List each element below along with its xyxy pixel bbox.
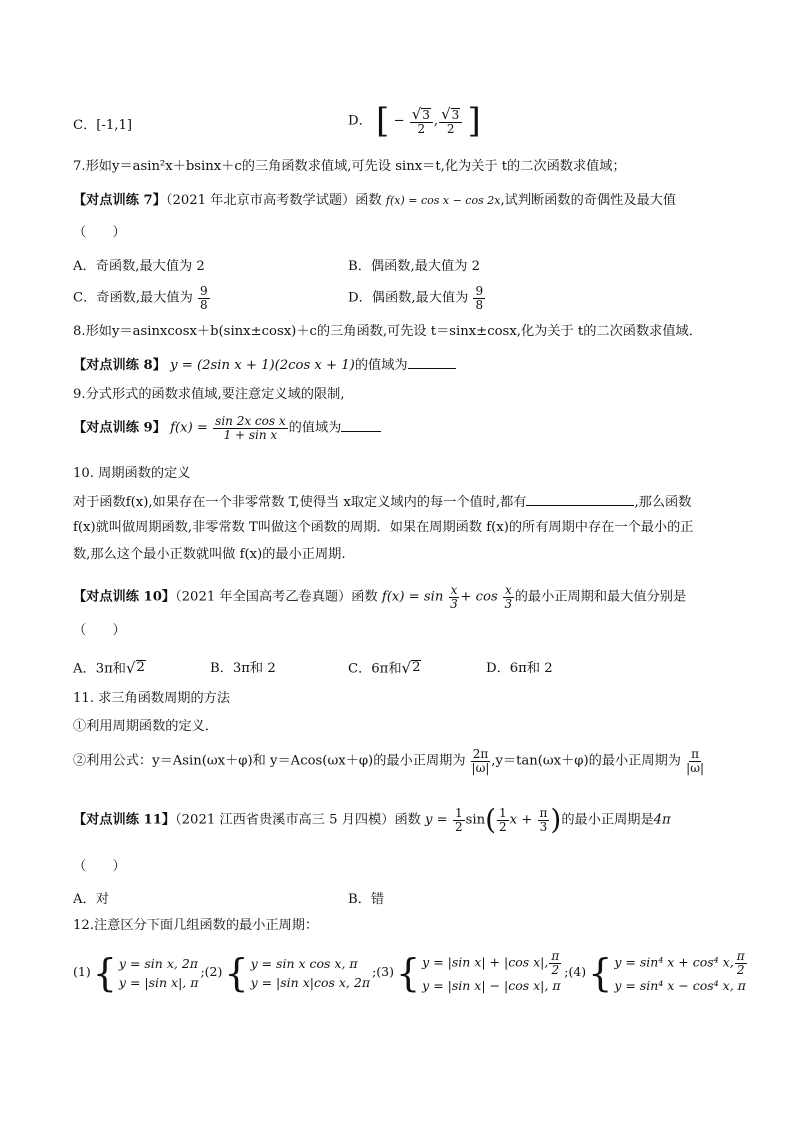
frac-sqrt3-over-2: √ 3 2 [410, 107, 433, 136]
training-9: 【对点训练 9】 f(x) = $\frac{\text{sin 2x cos x}}{\text{1 + sin x}}$ 的值域为 [73, 415, 381, 441]
training-11-value: 4π [653, 812, 671, 828]
answer-blank-10[interactable] [526, 492, 634, 506]
frac-x-over-3b: $\frac{x}{3}$ [504, 583, 513, 611]
system-2: { y = sin x cos x, π y = |sin x|cos x, 2π [224, 950, 371, 995]
frac-1-over-2: $\frac{1}{2}$ [454, 805, 463, 834]
training-8: 【对点训练 8】 y = (2sin x + 1)(2cos x + 1)的值域为 [73, 355, 456, 375]
training-7-function: f(x) = cos x − cos 2x [385, 194, 501, 207]
option-10a: A．3π和 √ 2 [73, 658, 145, 677]
system-4: { y = sin⁴ x + cos⁴ x, $\frac{\pi}{2}$ y = sin⁴ x − cos⁴ x, π [588, 949, 746, 995]
training-7: 【对点训练 7】（2021 年北京市高考数学试题）函数 f(x) = cos x − cos 2x,试判断函数的奇偶性及最大值 [73, 193, 677, 208]
item-10-line-1: 对于函数f(x),如果存在一个非零常数 T,使得当 x取定义域内的每一个值时,都有 ,那么函数 [73, 492, 691, 512]
answer-blank-8[interactable] [408, 355, 456, 369]
frac-2pi-over-omega: $\frac{2\pi}{|\omega|}$ [471, 747, 490, 775]
answer-blank-9[interactable] [341, 418, 381, 432]
bracket-left: [ [375, 101, 390, 141]
item-10-title: 10. 周期函数的定义 [73, 466, 191, 481]
frac-1-over-2-inner: $\frac{1}{2}$ [499, 805, 507, 834]
training-11: 【对点训练 11】（2021 江西省贵溪市高三 5 月四模）函数 y = $\frac{1}{2}$ sin( $\frac{1}{2}$ x + $\frac{\pi}{3}$ )的最小正周期是4π [73, 803, 671, 836]
option-d-label: D． [348, 113, 372, 129]
frac-pi-over-omega: $\frac{\pi}{|\omega|}$ [686, 747, 705, 775]
frac-x-over-3: $\frac{x}{3}$ [450, 583, 458, 611]
system-3: { y = |sin x| + |cos x|, $\frac{\pi}{2}$ y = |sin x| − |cos x|, π [395, 949, 561, 995]
option-10d: D．6π和 2 [486, 661, 553, 676]
neg-sign: − [393, 113, 405, 129]
item-9-text: 9.分式形式的函数求值域,要注意定义域的限制, [73, 387, 345, 402]
training-10: 【对点训练 10】（2021 年全国高考乙卷真题）函数 f(x) = sin $\frac{x}{3}$ + cos $\frac{x}{3}$ 的最小正周期和最大值分别是 [73, 583, 687, 611]
frac-9-over-8: $\frac{9}{8}$ [200, 284, 208, 312]
item-12-systems: (1) { y = sin x, 2π y = |sin x|, π ;(2) { y = sin x cos x, π y = |sin x|cos x, 2π ;(3) { y = |sin x| + |cos x|, $\frac{\pi}{2}$ y = |sin x| − |cos x|, π ;(4) { y = sin⁴ x + cos⁴ x, $\frac{\pi}{2}$ y = sin⁴ x − cos⁴ x, π [73, 949, 746, 995]
training-9-fraction: $\frac{\text{sin 2x cos x}}{\text{1 + sin x}}$ [215, 414, 286, 442]
item-7-text: 7.形如y＝asin²x＋bsinx＋c的三角函数求值域,可先设 sinx＝t,化为关于 t的二次函数求值域； [73, 159, 626, 174]
option-7b: B．偶函数,最大值为 2 [348, 259, 480, 274]
option-10b: B．3π和 2 [210, 661, 276, 676]
answer-paren-7: （ ） [73, 225, 126, 240]
item-12-text: 12.注意区分下面几组函数的最小正周期： [73, 918, 319, 933]
answer-paren-11: （ ） [73, 859, 126, 874]
option-10c: C．6π和 √ 2 [348, 658, 421, 677]
item-11-method-1: ①利用周期函数的定义． [73, 719, 219, 734]
frac-9-over-8-d: $\frac{9}{8}$ [475, 284, 484, 312]
option-7d: D．偶函数,最大值为 $\frac{9}{8}$ [348, 284, 484, 312]
system-1: { y = sin x, 2π y = |sin x|, π [92, 950, 199, 995]
item-8-text: 8.形如y＝asinxcosx＋b(sinx±cosx)＋c的三角函数,可先设 t＝sinx±cosx,化为关于 t的二次函数求值域． [73, 324, 702, 339]
option-c-prev: C．[-1,1] [73, 118, 132, 133]
option-7c: C．奇函数,最大值为 $\frac{9}{8}$ [73, 284, 208, 312]
item-11-method-2: ②利用公式：y＝Asin(ωx＋φ)和 y＝Acos(ωx＋φ)的最小正周期为 $\frac{2\pi}{|\omega|}$ ,y＝tan(ωx＋φ)的最小正周期为 $\frac{\pi}{|\omega|}$ [73, 747, 705, 775]
training-8-function: y = (2sin x + 1)(2cos x + 1) [170, 358, 355, 373]
bracket-right: ] [467, 101, 481, 141]
option-11a: A．对 [73, 892, 109, 907]
frac-pi-over-3: $\frac{\pi}{3}$ [539, 805, 548, 834]
frac-sqrt3-over-2b: √ 3 2 [439, 107, 462, 136]
option-7a: A．奇函数,最大值为 2 [73, 259, 205, 274]
item-10-line-3: 数,那么这个最小正数就叫做 f(x)的最小正周期. [73, 547, 346, 562]
item-10-line-2: f(x)就叫做周期函数,非零常数 T叫做这个函数的周期．如果在周期函数 f(x)的所有周期中存在一个最小的正 [73, 520, 694, 535]
training-7-tag: 【对点训练 7】 [73, 193, 166, 208]
option-d-prev: D． [ − √ 3 2 , √ 3 2 ] [348, 101, 481, 141]
answer-paren-10: （ ） [73, 623, 126, 638]
option-11b: B．错 [348, 892, 385, 907]
item-11-title: 11. 求三角函数周期的方法 [73, 691, 231, 706]
